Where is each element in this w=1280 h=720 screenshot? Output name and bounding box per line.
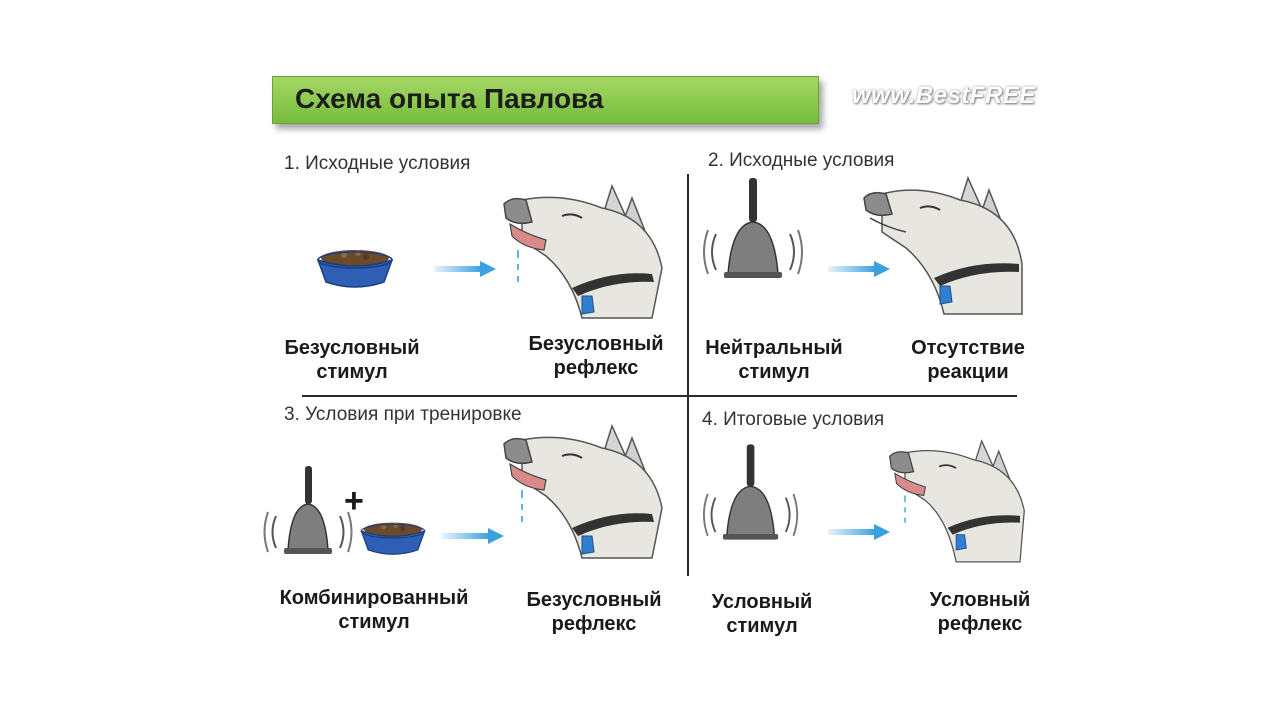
- panel-3-ringing-bell-icon: [264, 462, 354, 558]
- panel-3-step-title: 3. Условия при тренировке: [284, 404, 522, 425]
- horizontal-divider: [302, 395, 1017, 397]
- diagram-title: Схема опыта Павлова: [295, 83, 604, 114]
- panel-1-salivating-dog-icon: [502, 178, 672, 328]
- panel-3-plus-sign: +: [344, 482, 364, 520]
- panel-4-stimulus-caption: Условный стимул: [711, 591, 813, 637]
- panel-3-result-caption: Безусловный рефлекс: [526, 589, 662, 635]
- panel-1-stimulus-caption: Безусловный стимул: [284, 337, 420, 383]
- panel-3-stimulus-caption: Комбинированный стимул: [279, 587, 469, 633]
- panel-3-food-bowl-icon: [358, 518, 428, 558]
- panel-3-arrow-icon: [442, 528, 504, 544]
- panel-4-salivating-dog-icon: [888, 428, 1020, 568]
- panel-2-step-title: 2. Исходные условия: [708, 150, 895, 171]
- panel-2-calm-dog-icon: [864, 174, 1019, 314]
- title-bar: [272, 76, 819, 124]
- panel-1-arrow-icon: [434, 261, 496, 277]
- panel-4-result-caption: Условный рефлекс: [929, 589, 1031, 635]
- panel-4-step-title: 4. Итоговые условия: [702, 409, 885, 430]
- pavlov-diagram: [262, 66, 1036, 656]
- watermark: www.BestFREE: [852, 82, 1036, 109]
- panel-1-food-bowl-icon: [314, 246, 396, 290]
- panel-4-ringing-bell-icon: [702, 438, 802, 548]
- panel-2-result-caption: Отсутствие реакции: [911, 337, 1025, 383]
- panel-1-result-caption: Безусловный рефлекс: [528, 333, 664, 379]
- panel-2-stimulus-caption: Нейтральный стимул: [705, 337, 843, 383]
- panel-3-salivating-dog-icon: [502, 418, 672, 568]
- panel-2-ringing-bell-icon: [702, 174, 807, 284]
- panel-4-arrow-icon: [828, 524, 890, 540]
- panel-1-step-title: 1. Исходные условия: [284, 153, 471, 174]
